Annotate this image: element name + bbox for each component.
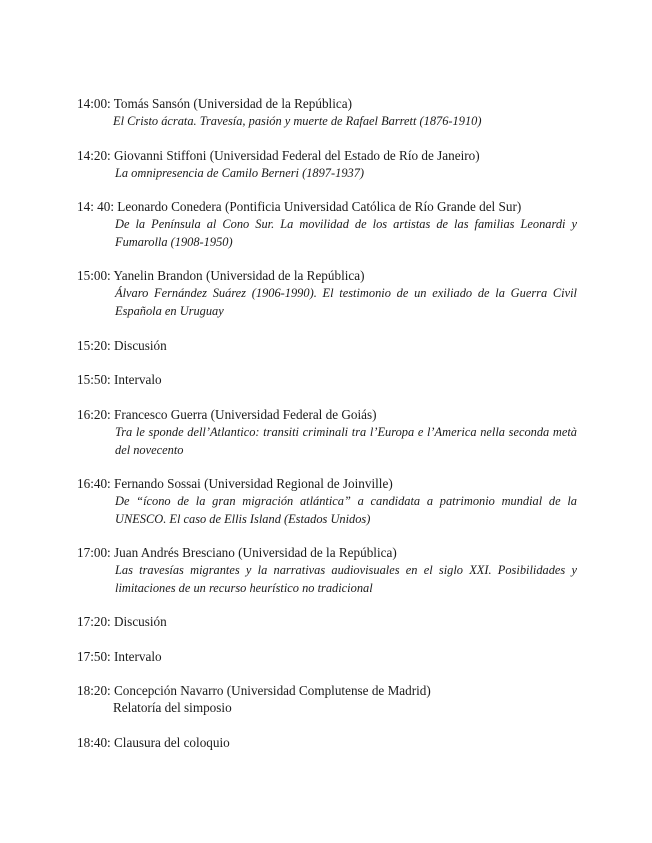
entry-heading: 14:00: Tomás Sansón (Universidad de la República) bbox=[77, 96, 352, 111]
entry-heading: 15:50: Intervalo bbox=[77, 372, 162, 387]
entry-heading: 17:20: Discusión bbox=[77, 614, 167, 629]
entry-talk-title: Las travesías migrantes y la narrativas audiovisuales en el siglo XXI. Posibilidades y limitaciones de un recurso heurístico no tradicional bbox=[115, 563, 577, 595]
entry-heading: 17:00: Juan Andrés Bresciano (Universidad de la República) bbox=[77, 545, 397, 560]
schedule-entry bbox=[77, 475, 577, 528]
entry-heading: 17:50: Intervalo bbox=[77, 649, 162, 664]
entry-heading: 14: 40: Leonardo Conedera (Pontificia Universidad Católica de Río Grande del Sur) bbox=[77, 199, 522, 214]
entry-talk-title: De la Península al Cono Sur. La movilidad de los artistas de las familias Leonardi y Fumarolla (1908-1950) bbox=[115, 217, 577, 249]
schedule-entry bbox=[77, 337, 577, 354]
schedule-entry bbox=[77, 648, 577, 665]
schedule-entry bbox=[77, 267, 577, 320]
entry-heading: 14:20: Giovanni Stiffoni (Universidad Federal del Estado de Río de Janeiro) bbox=[77, 148, 480, 163]
entry-heading: 15:20: Discusión bbox=[77, 338, 167, 353]
entry-heading: 15:00: Yanelin Brandon (Universidad de la República) bbox=[77, 268, 365, 283]
entry-heading: 16:40: Fernando Sossai (Universidad Regional de Joinville) bbox=[77, 476, 393, 491]
schedule-entry bbox=[77, 371, 577, 388]
schedule-entry bbox=[77, 198, 577, 251]
entry-heading: 18:20: Concepción Navarro (Universidad Complutense de Madrid) bbox=[77, 683, 431, 698]
schedule-entry bbox=[77, 613, 577, 630]
entry-talk-title: De “ícono de la gran migración atlántica” a candidata a patrimonio mundial de la UNESCO. El caso de Ellis Island (Estados Unidos) bbox=[115, 494, 577, 526]
entry-heading: 18:40: Clausura del coloquio bbox=[77, 735, 230, 750]
entry-talk-title: Álvaro Fernández Suárez (1906-1990). El testimonio de un exiliado de la Guerra Civil Española en Uruguay bbox=[115, 286, 577, 318]
schedule-entry bbox=[77, 682, 577, 717]
schedule-entry bbox=[77, 147, 577, 182]
entry-talk-title: Tra le sponde dell’Atlantico: transiti criminali tra l’Europa e l’America nella seconda metà del novecento bbox=[115, 425, 577, 457]
schedule-entry bbox=[77, 406, 577, 459]
schedule-entry bbox=[77, 95, 577, 130]
entry-talk-title: La omnipresencia de Camilo Berneri (1897-1937) bbox=[115, 166, 365, 180]
entry-talk-title: Relatoría del simposio bbox=[113, 700, 232, 715]
schedule-entry bbox=[77, 734, 577, 751]
schedule-entry bbox=[77, 544, 577, 597]
entry-heading: 16:20: Francesco Guerra (Universidad Federal de Goiás) bbox=[77, 407, 377, 422]
entry-talk-title: El Cristo ácrata. Travesía, pasión y muerte de Rafael Barrett (1876-1910) bbox=[113, 114, 482, 128]
